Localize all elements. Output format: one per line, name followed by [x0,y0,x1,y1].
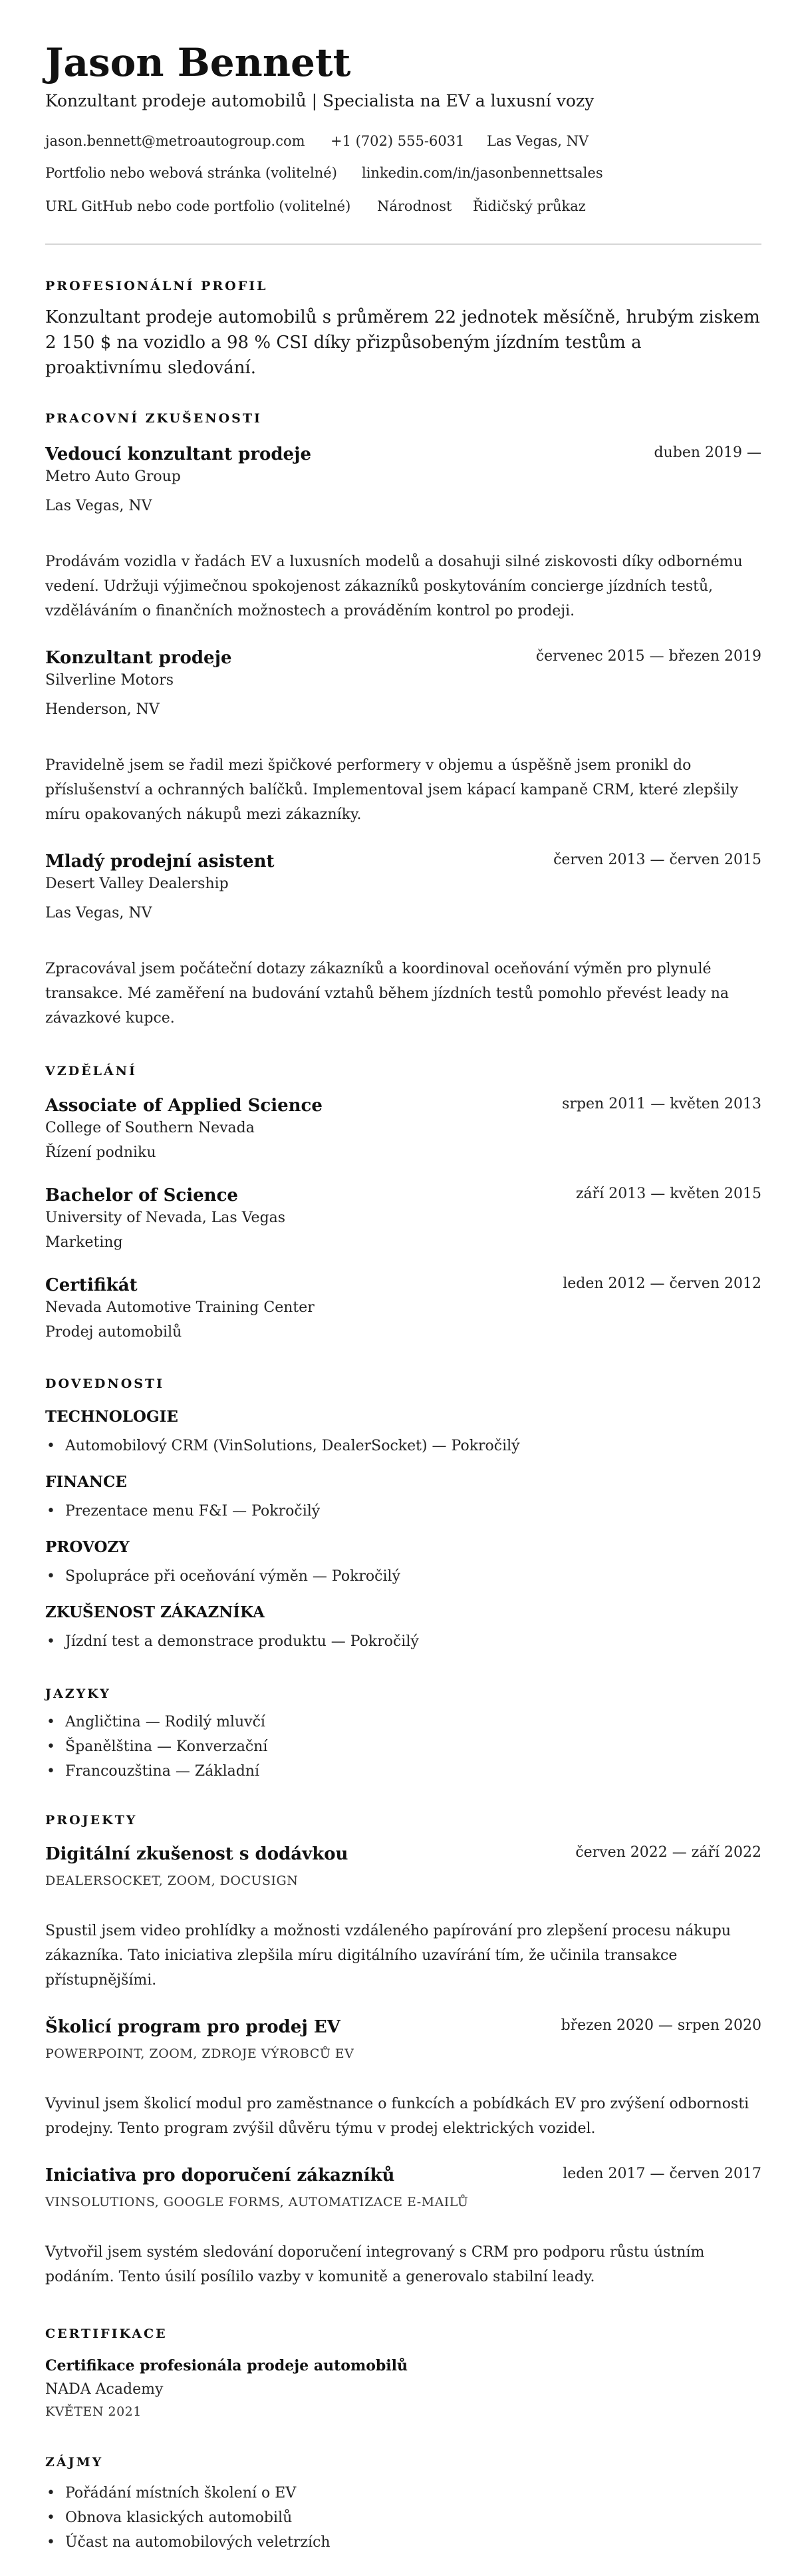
skill-item-text: Automobilový CRM (VinSolutions, DealerSocket) — Pokročilý [65,1438,520,1454]
job-location: Las Vegas, NV [45,498,152,514]
bullet-icon: • [47,2534,55,2551]
education-field: Prodej automobilů [45,1324,182,1341]
skill-item-text: Prezentace menu F&I — Pokročilý [65,1503,321,1520]
contact-email[interactable]: jason.bennett@metroautogroup.com [45,133,305,149]
contact-github[interactable]: URL GitHub nebo code portfolio (volitelné) [45,198,351,214]
certification-date: KVĚTEN 2021 [45,2404,142,2419]
job-description: Prodávám vozidla v řadách EV a luxusních modelů a dosahuji silné ziskovosti díky odbornému vedení. Udržuji výjimečnou spokojenost zákazníků poskytováním concierge jízdních testů, vzděláváním o finančních možnostech a prováděním kontrol po prodeji. [45,554,743,619]
job-description: Pravidelně jsem se řadil mezi špičkové performery v objemu a úspěšně jsem pronikl do příslušenství a ochranných balíčků. Implementoval jsem kápací kampaně CRM, které zlepšily míru opakovaných nákupů mezi zákazníky. [45,757,739,823]
contact-license: Řidičský průkaz [473,198,586,214]
job-title: Vedoucí konzultant prodeje [45,444,312,464]
contact-linkedin[interactable]: linkedin.com/in/jasonbennettsales [362,165,603,181]
contact-portfolio[interactable]: Portfolio nebo webová stránka (volitelné) [45,165,337,181]
bullet-icon: • [47,2485,55,2501]
skill-item-text: Spolupráce při oceňování výměn — Pokročilý [65,1568,400,1585]
project-date: březen 2020 — srpen 2020 [561,2017,761,2034]
job-date: červenec 2015 — březen 2019 [535,648,761,665]
project-tags: DEALERSOCKET, ZOOM, DOCUSIGN [45,1873,299,1888]
job-location: Henderson, NV [45,701,160,718]
contact-phone[interactable]: +1 (702) 555-6031 [331,133,465,149]
job-date: červen 2013 — červen 2015 [553,852,761,868]
education-degree: Certifikát [45,1275,138,1295]
project-date: leden 2017 — červen 2017 [563,2166,761,2182]
education-field: Řízení podniku [45,1144,156,1161]
language-item [47,1737,268,1757]
education-date: srpen 2011 — květen 2013 [562,1096,761,1112]
education-school: University of Nevada, Las Vegas [45,1209,286,1226]
project-title: Digitální zkušenost s dodávkou [45,1844,348,1864]
section-heading-experience: PRACOVNÍ ZKUŠENOSTI [45,411,262,426]
education-degree: Bachelor of Science [45,1186,238,1206]
interest-item-text: Obnova klasických automobilů [65,2509,293,2526]
bullet-icon: • [47,1438,55,1454]
job-company: Metro Auto Group [45,468,181,485]
interest-item [47,2533,331,2553]
certification-name: Certifikace profesionála prodeje automobilů [45,2357,408,2374]
skill-item [47,1436,520,1456]
candidate-headline: Konzultant prodeje automobilů | Specialista na EV a luxusní vozy [45,91,595,110]
bullet-icon: • [47,1714,55,1730]
interest-item [47,2484,297,2503]
section-heading-interests: ZÁJMY [45,2455,104,2470]
language-item-text: Francouzština — Základní [65,1763,260,1780]
education-field: Marketing [45,1234,123,1251]
interest-item-text: Účast na automobilových veletrzích [65,2534,331,2551]
education-school: Nevada Automotive Training Center [45,1299,315,1316]
project-title: Iniciativa pro doporučení zákazníků [45,2166,395,2185]
language-item [47,1762,260,1782]
header-divider [45,243,761,245]
job-title: Mladý prodejní asistent [45,852,275,872]
project-title: Školicí program pro prodej EV [45,2017,340,2037]
project-description: Vytvořil jsem systém sledování doporučení integrovaný s CRM pro podporu růstu ústním podáním. Tento úsilí posílilo vazby v komunitě a generovalo stabilní leady. [45,2244,705,2285]
interest-item-text: Pořádání místních školení o EV [65,2485,297,2501]
job-description: Zpracovával jsem počáteční dotazy zákazníků a koordinoval oceňování výměn pro plynulé transakce. Mé zaměření na budování vztahů během jízdních testů pomohlo převést leady na závazkové kupce. [45,961,730,1027]
education-date: leden 2012 — červen 2012 [563,1275,761,1292]
job-title: Konzultant prodeje [45,648,232,668]
candidate-name: Jason Bennett [45,40,351,85]
skill-item-text: Jízdní test a demonstrace produktu — Pokročilý [65,1633,419,1650]
skill-category: FINANCE [45,1473,127,1491]
certification-issuer: NADA Academy [45,2381,164,2398]
skill-item [47,1502,321,1522]
job-location: Las Vegas, NV [45,905,152,921]
project-tags: POWERPOINT, ZOOM, ZDROJE VÝROBCŮ EV [45,2046,354,2061]
skill-item [47,1632,419,1652]
section-heading-languages: JAZYKY [45,1687,111,1701]
section-heading-profile: PROFESIONÁLNÍ PROFIL [45,279,268,293]
bullet-icon: • [47,1738,55,1755]
job-date: duben 2019 — [654,444,761,461]
project-description: Vyvinul jsem školicí modul pro zaměstnance o funkcích a pobídkách EV pro zvýšení odbornosti prodejny. Tento program zvýšil důvěru týmu v prodej elektrických vozidel. [45,2096,749,2137]
skill-category: TECHNOLOGIE [45,1408,178,1426]
contact-location: Las Vegas, NV [487,133,589,149]
skill-item [47,1567,400,1587]
section-heading-skills: DOVEDNOSTI [45,1376,165,1391]
contact-nationality: Národnost [377,198,452,214]
section-heading-projects: PROJEKTY [45,1813,138,1828]
bullet-icon: • [47,2509,55,2526]
bullet-icon: • [47,1503,55,1520]
education-school: College of Southern Nevada [45,1120,255,1136]
section-heading-certifications: CERTIFIKACE [45,2327,168,2341]
bullet-icon: • [47,1763,55,1780]
language-item-text: Španělština — Konverzační [65,1738,268,1755]
bullet-icon: • [47,1568,55,1585]
project-description: Spustil jsem video prohlídky a možnosti vzdáleného papírování pro zlepšení procesu nákupu zákazníka. Tato iniciativa zlepšila míru digitálního uzavírání tím, že učinila transakce přístupnějšími. [45,1923,732,1989]
job-company: Desert Valley Dealership [45,876,229,892]
section-heading-education: VZDĚLÁNÍ [45,1064,137,1078]
skill-category: PROVOZY [45,1538,130,1556]
profile-summary: Konzultant prodeje automobilů s průměrem 22 jednotek měsíčně, hrubým ziskem 2 150 $ na vozidlo a 98 % CSI díky přizpůsobeným jízdním testům a proaktivnímu sledování. [45,307,760,378]
interest-item [47,2508,293,2528]
education-date: září 2013 — květen 2015 [575,1186,761,1202]
project-date: červen 2022 — září 2022 [575,1844,761,1861]
language-item-text: Angličtina — Rodilý mluvčí [65,1714,265,1730]
job-company: Silverline Motors [45,672,174,689]
language-item [47,1712,265,1732]
education-degree: Associate of Applied Science [45,1096,323,1116]
bullet-icon: • [47,1633,55,1650]
skill-category: ZKUŠENOST ZÁKAZNÍKA [45,1603,265,1621]
project-tags: VINSOLUTIONS, GOOGLE FORMS, AUTOMATIZACE E-MAILŮ [45,2195,469,2209]
